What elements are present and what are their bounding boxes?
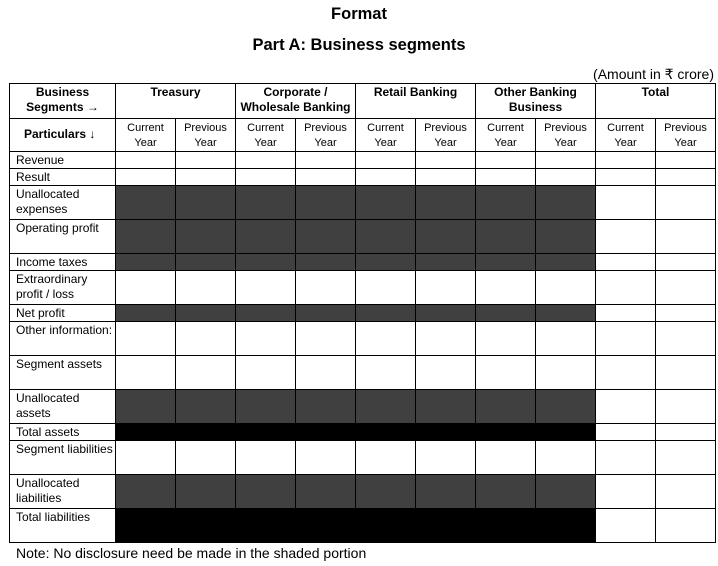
table-cell bbox=[356, 356, 416, 390]
table-cell bbox=[656, 424, 716, 441]
table-cell bbox=[416, 169, 476, 186]
shaded-cell bbox=[536, 509, 596, 543]
segment-header-treasury: Treasury bbox=[116, 84, 236, 119]
table-cell bbox=[236, 152, 296, 169]
shaded-cell bbox=[476, 475, 536, 509]
shaded-cell bbox=[356, 305, 416, 322]
segment-header-retail-banking: Retail Banking bbox=[356, 84, 476, 119]
current-year-header: Current Year bbox=[236, 119, 296, 152]
previous-year-header: Previous Year bbox=[296, 119, 356, 152]
shaded-cell bbox=[236, 390, 296, 424]
table-cell bbox=[596, 220, 656, 254]
shaded-cell bbox=[176, 186, 236, 220]
part-a-title: Part A: Business segments bbox=[252, 36, 466, 54]
shaded-cell bbox=[296, 254, 356, 271]
table-cell bbox=[596, 356, 656, 390]
shaded-cell bbox=[356, 254, 416, 271]
shaded-cell bbox=[476, 424, 536, 441]
table-cell bbox=[656, 390, 716, 424]
table-row bbox=[10, 441, 716, 475]
shaded-cell bbox=[416, 220, 476, 254]
shaded-cell bbox=[176, 509, 236, 543]
table-cell bbox=[296, 441, 356, 475]
previous-year-header: Previous Year bbox=[416, 119, 476, 152]
table-cell bbox=[116, 271, 176, 305]
segment-header-other-banking: Other Banking Business bbox=[476, 84, 596, 119]
shaded-cell bbox=[356, 475, 416, 509]
shaded-cell bbox=[476, 254, 536, 271]
row-label: Unallocated liabilities bbox=[10, 475, 116, 509]
table-cell bbox=[296, 152, 356, 169]
shaded-cell bbox=[356, 186, 416, 220]
table-cell bbox=[236, 356, 296, 390]
row-label: Segment assets bbox=[10, 356, 116, 390]
table-cell bbox=[356, 271, 416, 305]
current-year-header: Current Year bbox=[116, 119, 176, 152]
table-row bbox=[10, 271, 716, 305]
table-cell bbox=[116, 441, 176, 475]
shaded-cell bbox=[536, 254, 596, 271]
table-cell bbox=[596, 424, 656, 441]
shaded-cell bbox=[536, 475, 596, 509]
shaded-cell bbox=[416, 390, 476, 424]
shaded-cell bbox=[416, 305, 476, 322]
table-cell bbox=[176, 356, 236, 390]
table-cell bbox=[116, 169, 176, 186]
table-cell bbox=[596, 305, 656, 322]
table-cell bbox=[236, 169, 296, 186]
shaded-cell bbox=[296, 475, 356, 509]
shaded-cell bbox=[536, 390, 596, 424]
shaded-cell bbox=[476, 186, 536, 220]
shaded-cell bbox=[296, 509, 356, 543]
table-cell bbox=[416, 152, 476, 169]
table-row bbox=[10, 424, 716, 441]
table-cell bbox=[596, 271, 656, 305]
row-label: Income taxes bbox=[10, 254, 116, 271]
table-cell bbox=[356, 169, 416, 186]
table-cell bbox=[596, 186, 656, 220]
shaded-cell bbox=[116, 509, 176, 543]
table-cell bbox=[296, 169, 356, 186]
shaded-cell bbox=[356, 424, 416, 441]
segment-header-row bbox=[10, 84, 716, 119]
row-label: Result bbox=[10, 169, 116, 186]
shaded-cell bbox=[236, 509, 296, 543]
table-cell bbox=[536, 152, 596, 169]
table-cell bbox=[656, 152, 716, 169]
row-label: Unallocated expenses bbox=[10, 186, 116, 220]
row-label: Net profit bbox=[10, 305, 116, 322]
table-cell bbox=[596, 169, 656, 186]
particulars-header: Particulars ↓ bbox=[10, 119, 116, 152]
year-header-row bbox=[10, 119, 716, 152]
table-cell bbox=[236, 322, 296, 356]
shaded-cell bbox=[116, 305, 176, 322]
segment-header-corporate-wholesale: Corporate / Wholesale Banking bbox=[236, 84, 356, 119]
table-cell bbox=[356, 152, 416, 169]
shaded-cell bbox=[116, 220, 176, 254]
table-cell bbox=[176, 271, 236, 305]
table-row bbox=[10, 254, 716, 271]
shaded-cell bbox=[176, 220, 236, 254]
shaded-cell bbox=[296, 305, 356, 322]
table-cell bbox=[296, 356, 356, 390]
table-row bbox=[10, 390, 716, 424]
format-title: Format bbox=[331, 5, 387, 23]
table-cell bbox=[296, 322, 356, 356]
amount-unit-note: (Amount in ₹ crore) bbox=[593, 66, 714, 82]
table-cell bbox=[116, 152, 176, 169]
table-row bbox=[10, 509, 716, 543]
shaded-cell bbox=[416, 509, 476, 543]
row-label: Revenue bbox=[10, 152, 116, 169]
shaded-cell bbox=[116, 390, 176, 424]
table-cell bbox=[536, 441, 596, 475]
shaded-cell bbox=[296, 220, 356, 254]
table-cell bbox=[476, 152, 536, 169]
shaded-cell bbox=[416, 424, 476, 441]
table-cell bbox=[176, 169, 236, 186]
table-cell bbox=[656, 186, 716, 220]
table-cell bbox=[296, 271, 356, 305]
shaded-cell bbox=[236, 305, 296, 322]
shaded-cell bbox=[236, 186, 296, 220]
shaded-cell bbox=[356, 390, 416, 424]
shaded-cell bbox=[116, 424, 176, 441]
table-row bbox=[10, 169, 716, 186]
table-row bbox=[10, 220, 716, 254]
current-year-header: Current Year bbox=[356, 119, 416, 152]
table-cell bbox=[596, 322, 656, 356]
table-row bbox=[10, 322, 716, 356]
table-cell bbox=[416, 271, 476, 305]
table-cell bbox=[356, 322, 416, 356]
table-cell bbox=[476, 322, 536, 356]
table-cell bbox=[656, 220, 716, 254]
shaded-cell bbox=[416, 475, 476, 509]
row-label: Total assets bbox=[10, 424, 116, 441]
shaded-cell bbox=[536, 220, 596, 254]
table-cell bbox=[656, 271, 716, 305]
table-cell bbox=[416, 356, 476, 390]
table-cell bbox=[416, 322, 476, 356]
table-cell bbox=[476, 356, 536, 390]
business-segments-table bbox=[9, 83, 716, 543]
shaded-cell bbox=[236, 424, 296, 441]
table-cell bbox=[116, 322, 176, 356]
shaded-cell bbox=[296, 424, 356, 441]
table-cell bbox=[596, 390, 656, 424]
shaded-cell bbox=[476, 220, 536, 254]
shaded-cell bbox=[116, 186, 176, 220]
table-row bbox=[10, 152, 716, 169]
row-label: Unallocated assets bbox=[10, 390, 116, 424]
shaded-cell bbox=[476, 305, 536, 322]
table-cell bbox=[536, 356, 596, 390]
row-label: Total liabilities bbox=[10, 509, 116, 543]
table-cell bbox=[536, 271, 596, 305]
table-cell bbox=[536, 322, 596, 356]
table-cell bbox=[176, 152, 236, 169]
row-label: Segment liabilities bbox=[10, 441, 116, 475]
table-cell bbox=[476, 271, 536, 305]
segment-header-total: Total bbox=[596, 84, 716, 119]
shaded-cell bbox=[416, 254, 476, 271]
table-cell bbox=[356, 441, 416, 475]
table-cell bbox=[656, 322, 716, 356]
table-cell bbox=[536, 169, 596, 186]
table-cell bbox=[236, 441, 296, 475]
table-cell bbox=[656, 475, 716, 509]
table-cell bbox=[416, 441, 476, 475]
table-cell bbox=[176, 441, 236, 475]
shaded-cell bbox=[356, 220, 416, 254]
table-cell bbox=[656, 169, 716, 186]
table-cell bbox=[656, 254, 716, 271]
table-cell bbox=[596, 475, 656, 509]
table-cell bbox=[116, 356, 176, 390]
shaded-cell bbox=[536, 424, 596, 441]
shaded-cell bbox=[296, 186, 356, 220]
table-cell bbox=[176, 322, 236, 356]
table-cell bbox=[596, 509, 656, 543]
shaded-cell bbox=[116, 254, 176, 271]
previous-year-header: Previous Year bbox=[536, 119, 596, 152]
table-row bbox=[10, 305, 716, 322]
table-cell bbox=[656, 305, 716, 322]
table-cell bbox=[656, 356, 716, 390]
table-cell bbox=[656, 441, 716, 475]
shaded-cell bbox=[236, 475, 296, 509]
row-label: Other information: bbox=[10, 322, 116, 356]
business-segments-corner: Business Segments → bbox=[10, 84, 116, 119]
table-cell bbox=[236, 271, 296, 305]
table-cell bbox=[476, 441, 536, 475]
table-cell bbox=[656, 509, 716, 543]
previous-year-header: Previous Year bbox=[176, 119, 236, 152]
table-cell bbox=[596, 254, 656, 271]
table-row bbox=[10, 186, 716, 220]
current-year-header: Current Year bbox=[596, 119, 656, 152]
table-row bbox=[10, 475, 716, 509]
shaded-cell bbox=[476, 390, 536, 424]
shaded-cell bbox=[536, 186, 596, 220]
previous-year-header: Previous Year bbox=[656, 119, 716, 152]
table-row bbox=[10, 356, 716, 390]
shaded-portion-note: Note: No disclosure need be made in the shaded portion bbox=[16, 545, 367, 561]
table-cell bbox=[596, 152, 656, 169]
shaded-cell bbox=[236, 220, 296, 254]
row-label: Extraordinary profit / loss bbox=[10, 271, 116, 305]
shaded-cell bbox=[296, 390, 356, 424]
shaded-cell bbox=[236, 254, 296, 271]
shaded-cell bbox=[176, 424, 236, 441]
shaded-cell bbox=[176, 475, 236, 509]
shaded-cell bbox=[176, 305, 236, 322]
table-cell bbox=[476, 169, 536, 186]
shaded-cell bbox=[416, 186, 476, 220]
shaded-cell bbox=[176, 254, 236, 271]
shaded-cell bbox=[476, 509, 536, 543]
shaded-cell bbox=[116, 475, 176, 509]
shaded-cell bbox=[536, 305, 596, 322]
row-label: Operating profit bbox=[10, 220, 116, 254]
table-cell bbox=[596, 441, 656, 475]
current-year-header: Current Year bbox=[476, 119, 536, 152]
shaded-cell bbox=[176, 390, 236, 424]
shaded-cell bbox=[356, 509, 416, 543]
